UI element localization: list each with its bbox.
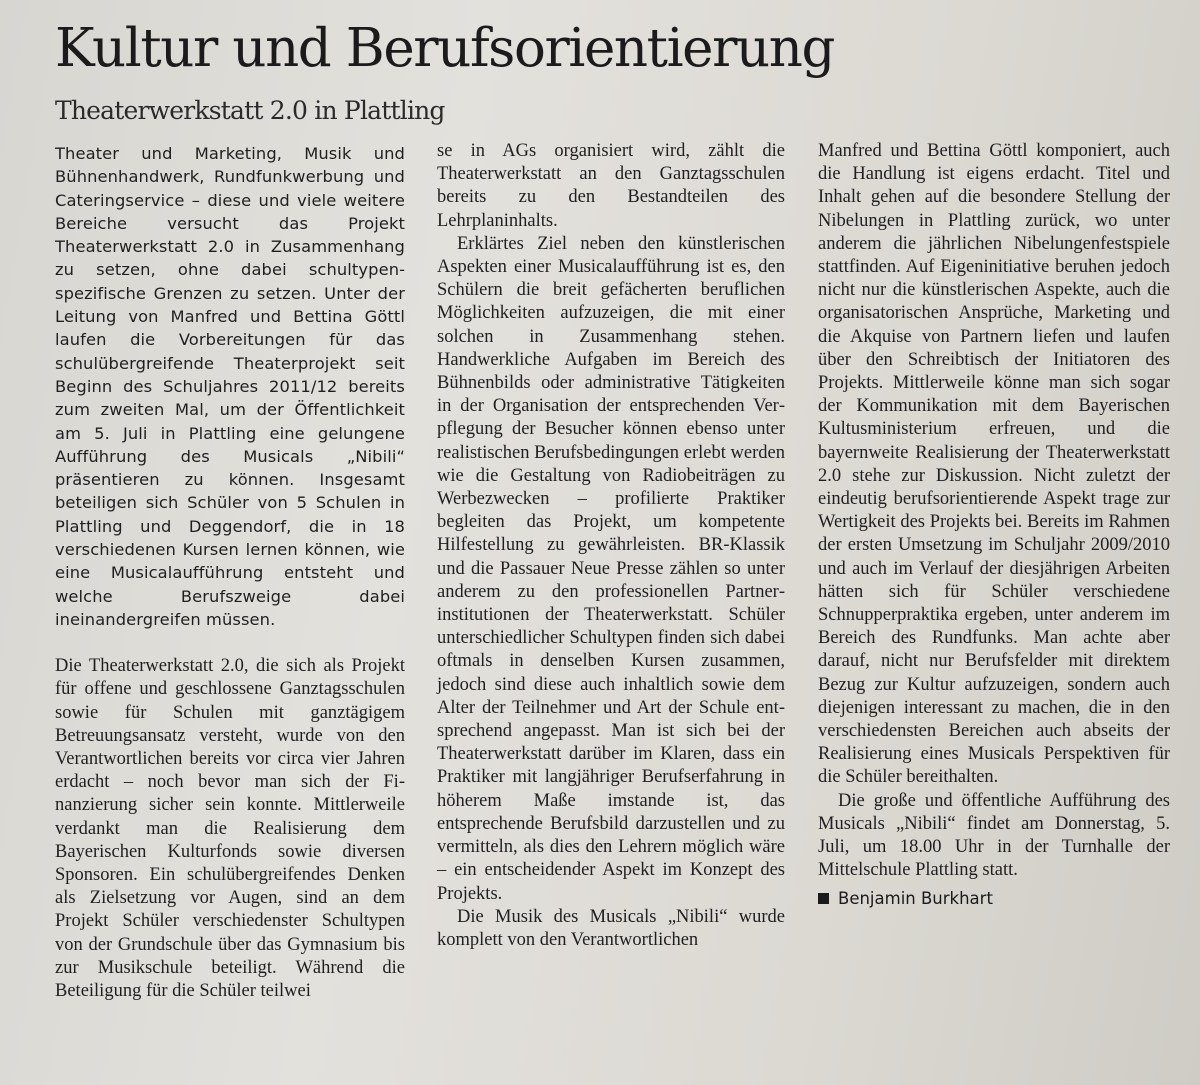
article-subheadline: Theaterwerkstatt 2.0 in Plattling (55, 96, 445, 125)
article-column-2 (437, 140, 785, 952)
byline-author: Benjamin Burkhart (838, 888, 993, 908)
article-column-1 (55, 142, 405, 1003)
article-paragraph: Erklärtes Ziel neben den künstlerischen Aspekten einer Musicalaufführung ist es, den Schülern die breit gefächerten beruflichen Möglichkeiten aufzuzeigen, die mit einer solchen in Zusammenhang stehen. Handwerkliche Aufgaben im Bereich des Bühnenbilds oder administrative Tätigkeiten in der Organisation der entsprechenden Verpflegung der Besucher können ebenso unter realistischen Berufsbedingungen erlebt werden wie die Gestaltung von Radiobeiträgen zu Werbezwecken – profilierte Praktiker begleiten das Projekt, um kompetente Hilfestellung zu gewährleisten. BR-Klassik und die Passauer Neue Presse zählen so unter anderem zu den professionellen Partnerinstitutionen der Theaterwerkstatt. Schüler unterschiedlicher Schultypen finden sich dabei oftmals in denselben Kursen zusammen, jedoch sind diese auch inhaltlich sowie dem Alter der Teilnehmer und Art der Schule entsprechend angepasst. Man ist sich bei der Theaterwerkstatt darüber im Klaren, dass ein Praktiker mit langjähriger Berufserfahrung in höherem Maße imstande ist, das entsprechende Berufsbild darzustellen und zu vermitteln, als dies den Lehrern möglich wäre – ein entscheidender Aspekt im Konzept des Projekts. (437, 233, 785, 904)
article-paragraph: Die Theaterwerkstatt 2.0, die sich als Projekt für offene und geschlossene Ganztagsschulen sowie für Schulen mit ganztägigem Betreuungsansatz versteht, wurde von den Verantwortlichen bereits vor circa vier Jahren erdacht – noch bevor man sich der Finanzierung sicher sein konnte. Mittlerweile verdankt man die Realisierung dem Bayerischen Kulturfonds sowie diversen Sponsoren. Ein schulübergreifendes Denken als Zielsetzung vor Augen, sind an dem Projekt Schüler verschiedenster Schultypen von der Grundschule über das Gymnasium bis zur Musikschule beteiligt. Während die Beteiligung für die Schüler teilwei (55, 656, 405, 1002)
article-paragraph: Die große und öffentliche Aufführung des Musicals „Nibili“ findet am Donnerstag, 5. Juli, um 18.00 Uhr in der Turnhalle der Mittelschule Plattling statt. (818, 790, 1170, 881)
article-byline (818, 887, 1170, 910)
article-column-3 (818, 140, 1170, 910)
article-intro-paragraph: Theater und Marketing, Musik und Bühnenhandwerk, Rundfunkwerbung und Cateringservice – diese und viele weitere Bereiche versucht das Projekt Theaterwerkstatt 2.0 in Zusammenhang zu setzen, ohne dabei schultypenspezifische Grenzen zu setzen. Unter der Leitung von Manfred und Bettina Göttl laufen die Vorbereitungen für das schulübergreifende Theaterprojekt seit Beginn des Schuljahres 2011/12 bereits zum zweiten Mal, um der Öffentlichkeit am 5. Juli in Plattling eine gelungene Aufführung des Musicals „Nibili“ präsentieren zu können. Insgesamt beteiligen sich Schüler von 5 Schulen in Plattling und Deggendorf, die in 18 verschiedenen Kursen lernen können, wie eine Musicalaufführung entsteht und welche Berufszweige dabei ineinandergreifen müssen. (55, 144, 405, 629)
byline-square-icon (818, 893, 829, 904)
article-paragraph: Die Musik des Musicals „Nibili“ wurde komplett von den Verantwortlichen (437, 906, 785, 950)
article-paragraph-continued: se in AGs organisiert wird, zählt die Theaterwerkstatt an den Ganztagsschulen bereits zu den Bestandteilen des Lehrplaninhalts. (437, 141, 785, 231)
article-paragraph-continued: Manfred und Bettina Göttl komponiert, auch die Handlung ist eigens erdacht. Titel und Inhalt gehen auf die besondere Stellung der Nibelungen in Plattling zurück, wo unter anderem die jährlichen Nibelungenfestspiele stattfinden. Auf Eigeninitiative beruhen jedoch nicht nur die künstlerischen Aspekte, auch die organisatorischen Ansprüche, Marketing und die Akquise von Partnern liefen und laufen über den Schreibtisch der Initiatoren des Projekts. Mittlerweile könne man sich sogar der Kommunikation mit dem Bayerischen Kultusministerium erfreuen, und die bayernweite Realisierung der Theaterwerkstatt 2.0 stehe zur Diskussion. Nicht zuletzt der eindeutig berufsorientierende Aspekt trage zur Wertigkeit des Projekts bei. Bereits im Rahmen der ersten Umsetzung im Schuljahr 2009/2010 und auch im Verlauf der diesjährigen Arbeiten hätten sich für Schüler verschiedene Schnupperpraktika ergeben, unter anderem im Bereich des Rundfunks. Man achte aber darauf, nicht nur Berufsfelder mit direktem Bezug zur Kultur aufzuzeigen, sondern auch diejenigen interessant zu machen, die in den verschiedensten Bereichen auch abseits der Realisierung eines Musicals Perspektiven für die Schüler bereithalten. (818, 141, 1170, 788)
article-headline: Kultur und Berufsorientierung (55, 18, 835, 79)
